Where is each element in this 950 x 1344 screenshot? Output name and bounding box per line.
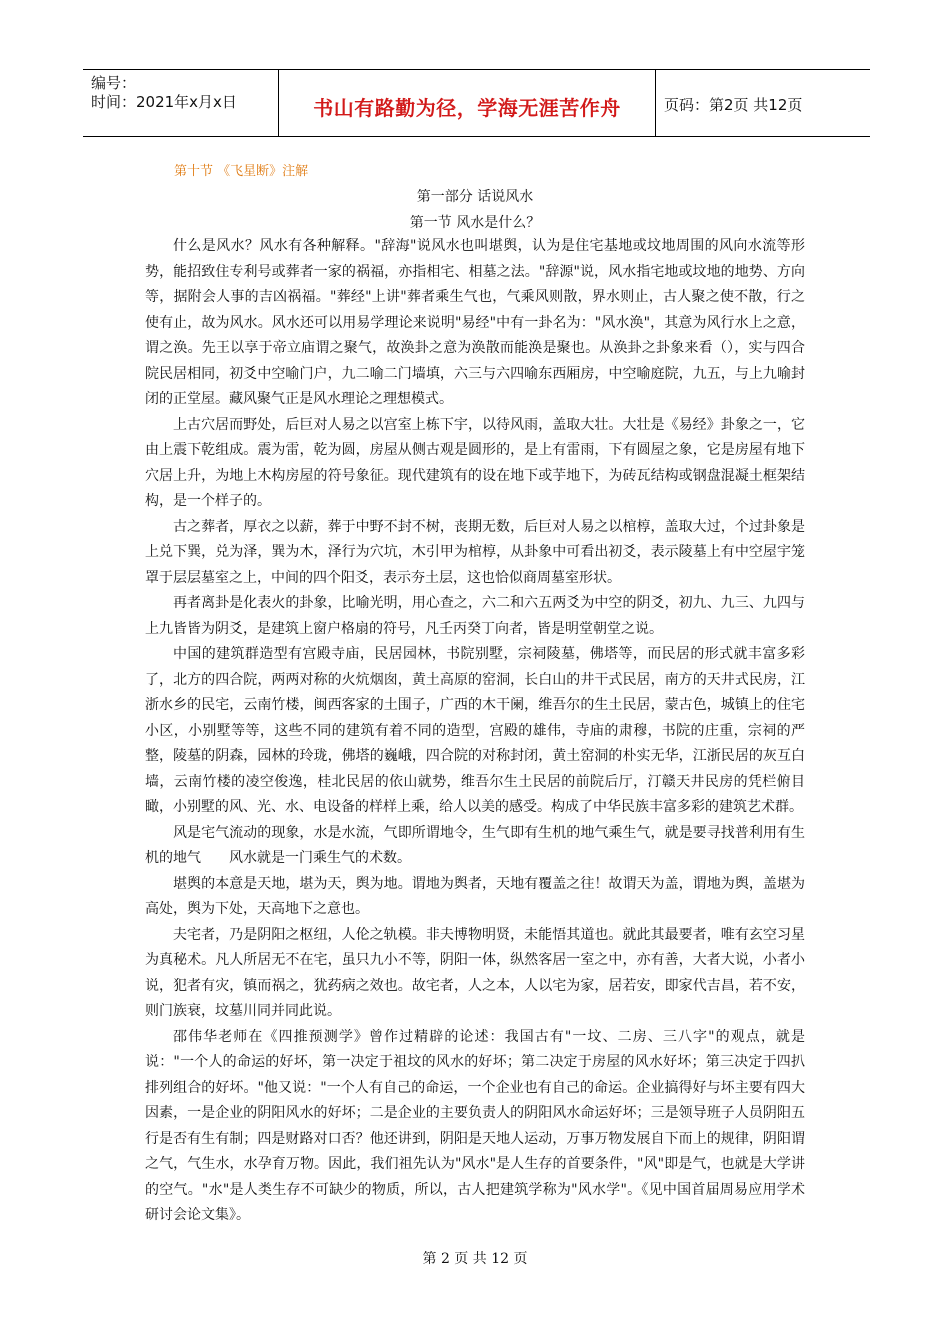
paragraph: 上古穴居而野处，后巨对人易之以宫室上栋下宇，以待风雨，盖取大壮。大壮是《易经》卦象之一，它由上震下乾组成。震为雷，乾为圆，房屋从侧古观是圆形的，是上有雷雨，下有圆屋之象，它是房屋有地下穴居上升，为地上木构房屋的符号象征。现代建筑有的设在地下或芋地下，为砖瓦结构或钢盘混凝土框架结构，是一个样子的。 bbox=[145, 416, 805, 509]
paragraph: 邵伟华老师在《四推预测学》曾作过精辟的论述：我国古有"一坟、二房、三八字"的观点，就是说："一个人的命运的好坏，第一决定于祖坟的风水的好坏；第二决定于房屋的风水好坏；第三决定于四扒排列组合的好坏。"他又说："一个人有自己的命运，一个企业也有自己的命运。企业搞得好与坏主要有四大因素，一是企业的阴阳风水的好坏；二是企业的主要负责人的阴阳风水命运好坏；三是领导班子人员阴阳五行是否有生有制；四是财路对口否？他还讲到，阴阳是天地人运动，万事万物发展自下而上的规律，阴阳谓之气，气生水，水孕育万物。因此，我们祖先认为"风水"是人生存的首要条件，"风"即是气，也就是大学讲的空气。"水"是人类生存不可缺少的物质，所以，古人把建筑学称为"风水学"。《见中国首届周易应用学术研讨会论文集》。 bbox=[145, 1028, 805, 1223]
paragraph: 风是宅气流动的现象，水是水流，气即所谓地令，生气即有生机的地气乘生气，就是要寻找普利用有生机的地气 风水就是一门乘生气的术数。 bbox=[145, 824, 805, 866]
body-text bbox=[145, 234, 805, 1229]
paragraph: 中国的建筑群造型有宫殿寺庙，民居园林，书院别墅，宗祠陵墓，佛塔等，而民居的形式就丰富多彩了，北方的四合院，两两对称的火炕烟囱，黄土高原的窑洞，长白山的井干式民居，南方的天井式民房，江浙水乡的民宅，云南竹楼，闽西客家的土围子，广西的木干阑，维吾尔的生土民居，蒙古色，城镇上的住宅小区，小别墅等等，这些不同的建筑有着不同的造型，宫殿的雄伟，寺庙的肃穆，书院的庄重，宗祠的严整，陵墓的阴森，园林的玲珑，佛塔的巍峨，四合院的对称封闭，黄土窑洞的朴实无华，江浙民居的灰互白墙，云南竹楼的凌空俊逸，桂北民居的依山就势，维吾尔生土民居的前院后厅，汀赣天井民房的凭栏俯目瞰，小别墅的风、光、水、电设备的样样上乘，给人以美的感受。构成了中华民族丰富多彩的建筑艺术群。 bbox=[145, 646, 805, 815]
section-title: 第十节 《飞星断》注解 bbox=[174, 164, 309, 179]
part-title: 第一部分 话说风水 bbox=[416, 189, 534, 205]
chapter-title: 第一节 风水是什么？ bbox=[409, 215, 541, 231]
paragraph: 古之葬者，厚衣之以薪，葬于中野不封不树，丧期无数，后巨对人易之以棺椁，盖取大过，个过卦象是上兑下巽，兑为泽，巽为木，泽行为穴坑，木引甲为棺椁，从卦象中可看出初爻，表示陵墓上有中空屋宇笼罩于层层墓室之上，中间的四个阳爻，表示夯土层，这也恰似商周墓室形状。 bbox=[145, 518, 805, 586]
header-meta-cell bbox=[83, 70, 279, 136]
header-page-info: 页码：第2页 共12页 bbox=[664, 96, 803, 114]
paragraph: 再者离卦是化表火的卦象，比喻光明，用心查之，六二和六五两爻为中空的阴爻，初九、九三、九四与上九皆皆为阴爻，是建筑上窗户格扇的符号，凡壬丙癸丁向者，皆是明堂朝堂之说。 bbox=[145, 595, 805, 637]
paragraph: 堪舆的本意是天地，堪为天，舆为地。谓地为舆者，天地有覆盖之往！故谓天为盖，谓地为舆，盖堪为高处，舆为下处，天高地下之意也。 bbox=[145, 875, 805, 917]
header-table bbox=[83, 69, 870, 137]
header-page-cell bbox=[656, 70, 870, 136]
document-number-label: 编号： bbox=[91, 74, 137, 92]
paragraph: 夫宅者，乃是阴阳之枢纽，人伦之轨模。非夫博物明贤，未能悟其道也。就此其最要者，唯有玄空习星为真秘术。凡人所居无不在宅，虽只九小不等，阴阳一体，纵然客居一室之中，亦有善，大者大说，小者小说，犯者有灾，镇而祸之，犹药病之效也。故宅者，人之本，人以宅为家，居若安，即家代吉昌，若不安，则门族衰，坟墓川同并同此说。 bbox=[145, 926, 805, 1019]
header-motto-cell bbox=[279, 70, 656, 136]
page-footer: 第 2 页 共 12 页 bbox=[422, 1251, 528, 1267]
header-motto: 书山有路勤为径，学海无涯苦作舟 bbox=[313, 96, 621, 120]
document-date: 时间：2021年x月x日 bbox=[91, 93, 237, 111]
paragraph: 什么是风水？风水有各种解释。"辞海"说风水也叫堪舆，认为是住宅基地或坟地周围的风向水流等形势，能招致住专利号或葬者一家的祸福，亦指相宅、相墓之法。"辞源"说，风水指宅地或坟地的地势、方向等，据附会人事的吉凶祸福。"葬经"上讲"葬者乘生气也，气乘风则散，界水则止，古人聚之使不散，行之使有止，故为风水。风水还可以用易学理论来说明"易经"中有一卦名为："风水涣"，其意为风行水上之意，谓之涣。先王以享于帝立庙谓之聚气，故涣卦之意为涣散而能涣是聚也。从涣卦之卦象来看（），实与四合院民居相同，初爻中空喻门户，九二喻二门墙填，六三与六四喻东西厢房，中空喻庭院，九五，与上九喻封闭的正堂屋。藏风聚气正是风水理论之理想模式。 bbox=[145, 238, 805, 407]
